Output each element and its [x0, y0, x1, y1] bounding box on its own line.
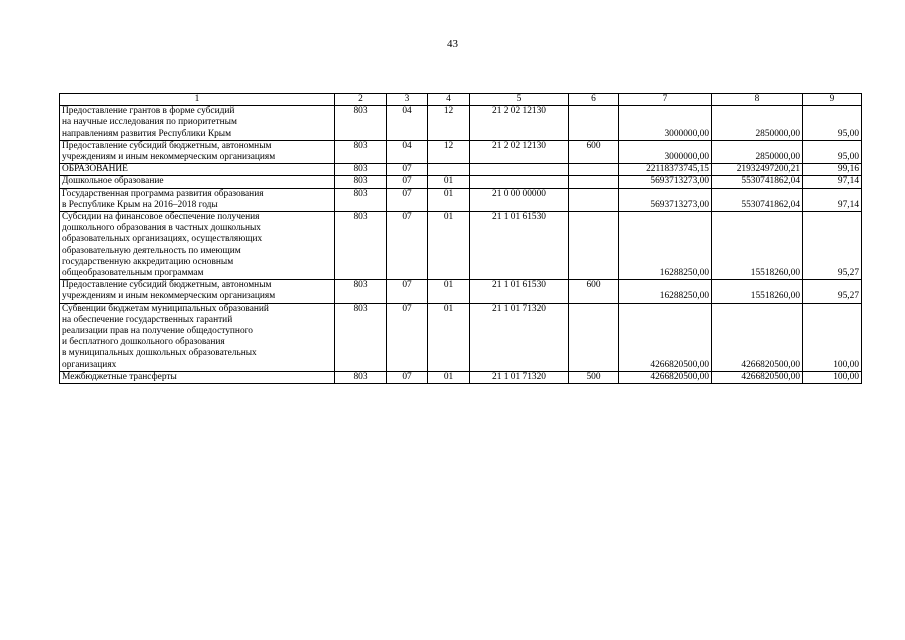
- planned-amount-cell: 5693713273,00: [619, 176, 712, 188]
- section-cell: 07: [387, 280, 428, 303]
- account-code-cell: 803: [335, 371, 387, 383]
- header-cell: 8: [712, 94, 803, 106]
- table-body: [60, 94, 862, 384]
- row-name-line: Предоставление грантов в форме субсидий: [62, 106, 235, 117]
- row-name-cell: [60, 188, 335, 211]
- row-name-line: образовательных организациях, осуществляющих: [62, 234, 263, 245]
- table-row: [60, 212, 862, 280]
- subsection-cell: 01: [428, 188, 470, 211]
- row-name-line: образовательную деятельность по имеющим: [62, 245, 241, 256]
- expense-type-cell: [569, 106, 619, 141]
- target-article-cell: [470, 164, 569, 176]
- row-name-line: направлениям развития Республики Крым: [62, 128, 231, 139]
- table-row: [60, 140, 862, 163]
- section-cell: 04: [387, 106, 428, 141]
- execution-percent-cell: 100,00: [803, 303, 862, 371]
- expense-type-cell: 600: [569, 280, 619, 303]
- table-row: [60, 176, 862, 188]
- target-article-cell: 21 1 01 71320: [470, 303, 569, 371]
- target-article-cell: 21 2 02 12130: [470, 140, 569, 163]
- header-cell: 6: [569, 94, 619, 106]
- row-name-line: организациях: [62, 359, 117, 370]
- row-name-line: Межбюджетные трансферты: [62, 371, 177, 382]
- planned-amount-cell: 5693713273,00: [619, 188, 712, 211]
- target-article-cell: 21 1 01 71320: [470, 371, 569, 383]
- row-name-line: на научные исследования по приоритетным: [62, 117, 237, 128]
- header-cell: 2: [335, 94, 387, 106]
- header-cell: 1: [60, 94, 335, 106]
- header-cell: 4: [428, 94, 470, 106]
- executed-amount-cell: 15518260,00: [712, 212, 803, 280]
- row-name-cell: [60, 280, 335, 303]
- expense-type-cell: [569, 212, 619, 280]
- row-name-line: реализации прав на получение общедоступного: [62, 326, 253, 337]
- executed-amount-cell: 2850000,00: [712, 140, 803, 163]
- target-article-cell: 21 0 00 00000: [470, 188, 569, 211]
- section-cell: 07: [387, 188, 428, 211]
- executed-amount-cell: 4266820500,00: [712, 371, 803, 383]
- subsection-cell: 01: [428, 371, 470, 383]
- row-name-line: и бесплатного дошкольного образования: [62, 337, 225, 348]
- subsection-cell: 01: [428, 303, 470, 371]
- section-cell: 07: [387, 176, 428, 188]
- account-code-cell: 803: [335, 188, 387, 211]
- row-name-line: дошкольного образования в частных дошкольных: [62, 223, 261, 234]
- account-code-cell: 803: [335, 176, 387, 188]
- execution-percent-cell: 95,27: [803, 280, 862, 303]
- executed-amount-cell: 5530741862,04: [712, 176, 803, 188]
- row-name-cell: [60, 164, 335, 176]
- expense-type-cell: 500: [569, 371, 619, 383]
- table-row: [60, 188, 862, 211]
- row-name-line: ОБРАЗОВАНИЕ: [62, 164, 128, 175]
- expense-type-cell: [569, 303, 619, 371]
- target-article-cell: 21 2 02 12130: [470, 106, 569, 141]
- row-name-line: общеобразовательным программам: [62, 268, 204, 279]
- subsection-cell: 01: [428, 176, 470, 188]
- subsection-cell: 12: [428, 106, 470, 141]
- row-name-line: в Республике Крым на 2016–2018 годы: [62, 199, 218, 210]
- row-name-line: Государственная программа развития образования: [62, 188, 264, 199]
- header-cell: 5: [470, 94, 569, 106]
- account-code-cell: 803: [335, 303, 387, 371]
- row-name-cell: [60, 106, 335, 141]
- subsection-cell: 12: [428, 140, 470, 163]
- planned-amount-cell: 3000000,00: [619, 106, 712, 141]
- planned-amount-cell: 3000000,00: [619, 140, 712, 163]
- table-row: [60, 106, 862, 141]
- row-name-cell: [60, 212, 335, 280]
- expense-type-cell: [569, 188, 619, 211]
- expense-type-cell: [569, 164, 619, 176]
- account-code-cell: 803: [335, 212, 387, 280]
- target-article-cell: [470, 176, 569, 188]
- executed-amount-cell: 21932497200,21: [712, 164, 803, 176]
- execution-percent-cell: 99,16: [803, 164, 862, 176]
- subsection-cell: 01: [428, 280, 470, 303]
- execution-percent-cell: 95,00: [803, 106, 862, 141]
- header-cell: 7: [619, 94, 712, 106]
- execution-percent-cell: 97,14: [803, 188, 862, 211]
- row-name-cell: [60, 371, 335, 383]
- subsection-cell: [428, 164, 470, 176]
- planned-amount-cell: 4266820500,00: [619, 371, 712, 383]
- section-cell: 07: [387, 164, 428, 176]
- executed-amount-cell: 2850000,00: [712, 106, 803, 141]
- page-number: 43: [447, 38, 458, 50]
- executed-amount-cell: 15518260,00: [712, 280, 803, 303]
- row-name-line: государственную аккредитацию основным: [62, 256, 234, 267]
- account-code-cell: 803: [335, 164, 387, 176]
- row-name-line: Дошкольное образование: [62, 176, 164, 187]
- row-name-line: учреждениям и иным некоммерческим организациям: [62, 291, 276, 302]
- planned-amount-cell: 16288250,00: [619, 280, 712, 303]
- section-cell: 07: [387, 303, 428, 371]
- planned-amount-cell: 4266820500,00: [619, 303, 712, 371]
- section-cell: 04: [387, 140, 428, 163]
- row-name-line: в муниципальных дошкольных образовательных: [62, 348, 257, 359]
- section-cell: 07: [387, 371, 428, 383]
- execution-percent-cell: 95,00: [803, 140, 862, 163]
- row-name-line: Предоставление субсидий бюджетным, автономным: [62, 140, 272, 151]
- account-code-cell: 803: [335, 106, 387, 141]
- planned-amount-cell: 16288250,00: [619, 212, 712, 280]
- row-name-line: Предоставление субсидий бюджетным, автономным: [62, 280, 272, 291]
- execution-percent-cell: 97,14: [803, 176, 862, 188]
- target-article-cell: 21 1 01 61530: [470, 212, 569, 280]
- table-row: [60, 371, 862, 383]
- row-name-line: на обеспечение государственных гарантий: [62, 314, 233, 325]
- account-code-cell: 803: [335, 280, 387, 303]
- row-name-line: учреждениям и иным некоммерческим организациям: [62, 152, 276, 163]
- header-row: [60, 94, 862, 106]
- execution-percent-cell: 100,00: [803, 371, 862, 383]
- account-code-cell: 803: [335, 140, 387, 163]
- subsection-cell: 01: [428, 212, 470, 280]
- row-name-line: Субсидии на финансовое обеспечение получения: [62, 212, 260, 223]
- table-row: [60, 280, 862, 303]
- header-cell: 3: [387, 94, 428, 106]
- header-cell: 9: [803, 94, 862, 106]
- row-name-cell: [60, 140, 335, 163]
- execution-percent-cell: 95,27: [803, 212, 862, 280]
- row-name-line: Субвенции бюджетам муниципальных образований: [62, 303, 269, 314]
- executed-amount-cell: 5530741862,04: [712, 188, 803, 211]
- row-name-cell: [60, 176, 335, 188]
- expense-type-cell: 600: [569, 140, 619, 163]
- target-article-cell: 21 1 01 61530: [470, 280, 569, 303]
- table-row: [60, 303, 862, 371]
- expense-type-cell: [569, 176, 619, 188]
- table-row: [60, 164, 862, 176]
- planned-amount-cell: 22118373745,15: [619, 164, 712, 176]
- row-name-cell: [60, 303, 335, 371]
- section-cell: 07: [387, 212, 428, 280]
- budget-table: [59, 93, 862, 384]
- executed-amount-cell: 4266820500,00: [712, 303, 803, 371]
